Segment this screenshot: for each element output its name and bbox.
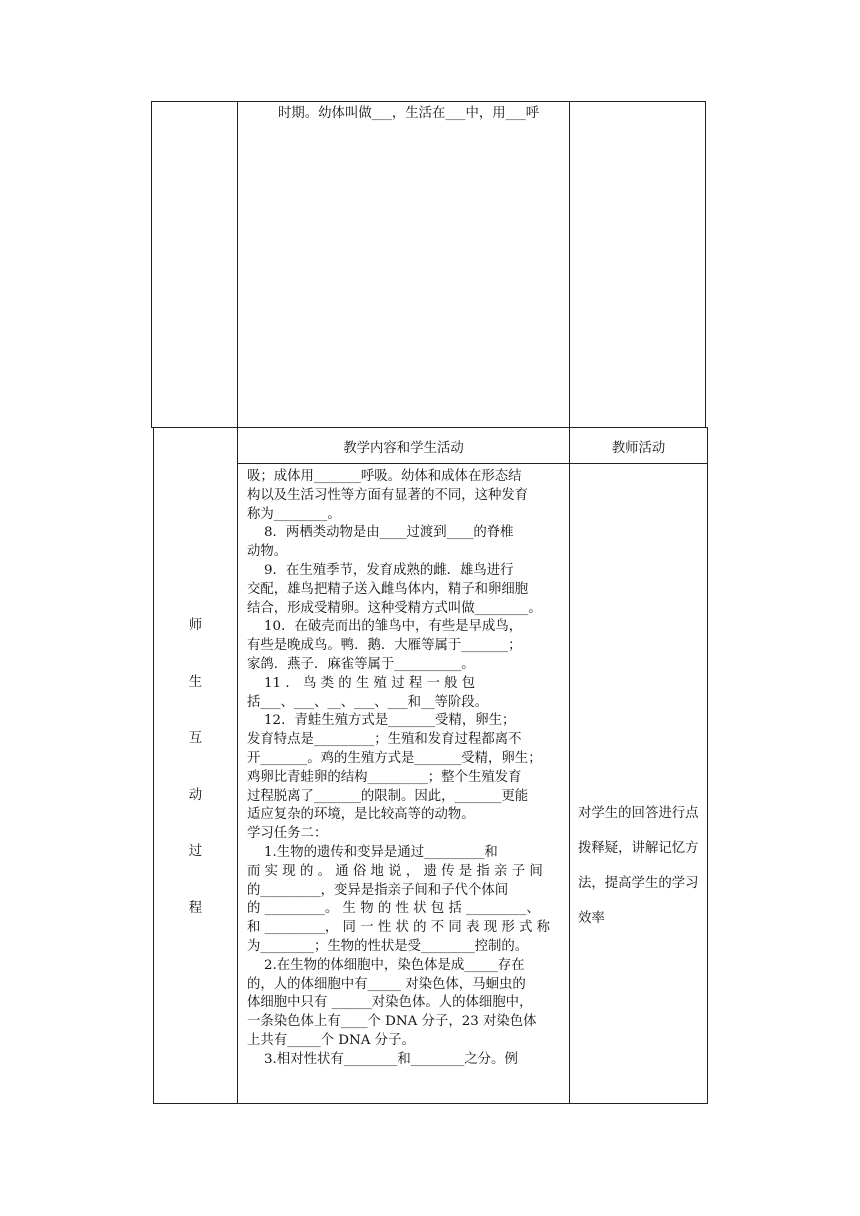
content-line: 括___、___、__、___、___和__等阶段。 — [247, 694, 489, 710]
content-line: 2.在生物的体细胞中，染色体是成_____存在 — [247, 957, 525, 973]
content-line: 而 实 现 的 。 通 俗 地 说 ， 遗 传 是 指 亲 子 间 — [247, 863, 543, 879]
content-line: 过程脱离了_______的限制。因此，_______更能 — [247, 788, 529, 804]
header-content-cell — [237, 427, 570, 464]
content-line: 吸；成体用_______呼吸。幼体和成体在形态结 — [247, 469, 522, 484]
vertical-char: 过 — [188, 844, 203, 859]
content-line: 9．在生殖季节，发育成熟的雌．雄鸟进行 — [247, 562, 514, 578]
content-line: 的 _________。 生 物 的 性 状 包 括 _________、 — [247, 901, 540, 917]
top-table-content-text: 时期。幼体叫做___，生活在___中，用___呼 — [278, 106, 540, 121]
content-cell — [237, 463, 570, 1104]
content-line: 10．在破壳而出的雏鸟中，有些是早成鸟， — [247, 619, 523, 635]
content-line: 称为________。 — [247, 506, 341, 522]
vertical-char: 互 — [188, 731, 203, 746]
content-line: 3.相对性状有________和________之分。例 — [247, 1051, 518, 1067]
content-line: 上共有_____个 DNA 分子。 — [247, 1032, 415, 1048]
content-line: 发育特点是_________；生殖和发育过程都离不 — [247, 732, 522, 748]
vertical-char: 师 — [188, 618, 203, 633]
content-line: 有些是晚成鸟。鸭．鹅．大雁等属于_______； — [247, 638, 522, 654]
top-table-content-cell — [237, 101, 570, 428]
content-line: 家鸽．燕子．麻雀等属于__________。 — [247, 656, 475, 672]
content-line: 和 _________， 同 一 性 状 的 不 同 表 现 形 式 称 — [247, 920, 551, 936]
teacher-activity-cell — [569, 463, 708, 1104]
content-line: 8．两栖类动物是由____过渡到____的脊椎 — [247, 525, 514, 541]
content-line: 体细胞中只有 ______对染色体。人的体细胞中， — [247, 995, 533, 1011]
teacher-note: 对学生的回答进行点拨释疑，讲解记忆方法，提高学生的学习效率 — [578, 806, 699, 926]
content-line: 构以及生活习性等方面有显著的不同，这种发育 — [247, 487, 529, 503]
content-line: 的_________，变异是指亲子间和子代个体间 — [247, 882, 509, 898]
content-line: 的，人的体细胞中有_____ 对染色体，马蛔虫的 — [247, 976, 526, 992]
content-line: 交配，雄鸟把精子送入雌鸟体内，精子和卵细胞 — [247, 581, 529, 597]
vertical-char: 程 — [188, 900, 203, 916]
content-line: 学习任务二： — [247, 826, 328, 842]
content-line: 1.生物的遗传和变异是通过_________和 — [247, 844, 498, 860]
header-teacher-label: 教师活动 — [611, 441, 666, 456]
content-line: 结合，形成受精卵。这种受精方式叫做________。 — [247, 600, 542, 616]
content-line: 一条染色体上有____个 DNA 分子，23 对染色体 — [247, 1014, 537, 1030]
vertical-label — [154, 614, 237, 953]
header-teacher-cell — [569, 427, 708, 464]
header-content-label: 教学内容和学生活动 — [343, 441, 464, 456]
content-line: 11 ． 鸟 类 的 生 殖 过 程 一 般 包 — [247, 675, 476, 691]
content-line: 12．青蛙生殖方式是_______受精，卵生； — [247, 713, 516, 729]
content-line: 为________；生物的性状是受________控制的。 — [247, 938, 529, 954]
content-body — [247, 468, 563, 1070]
content-line: 鸡卵比青蛙卵的结构_________；整个生殖发育 — [247, 769, 522, 785]
content-line: 适应复杂的环境，是比较高等的动物。 — [247, 807, 475, 823]
top-table-right-cell — [569, 101, 706, 428]
content-line: 开_______。鸡的生殖方式是_______受精，卵生； — [247, 750, 542, 766]
vertical-char: 生 — [188, 674, 203, 690]
top-table-left-cell — [151, 101, 238, 428]
vertical-char: 动 — [188, 787, 203, 803]
vertical-label-cell — [153, 427, 238, 1104]
content-line: 动物。 — [247, 544, 288, 560]
